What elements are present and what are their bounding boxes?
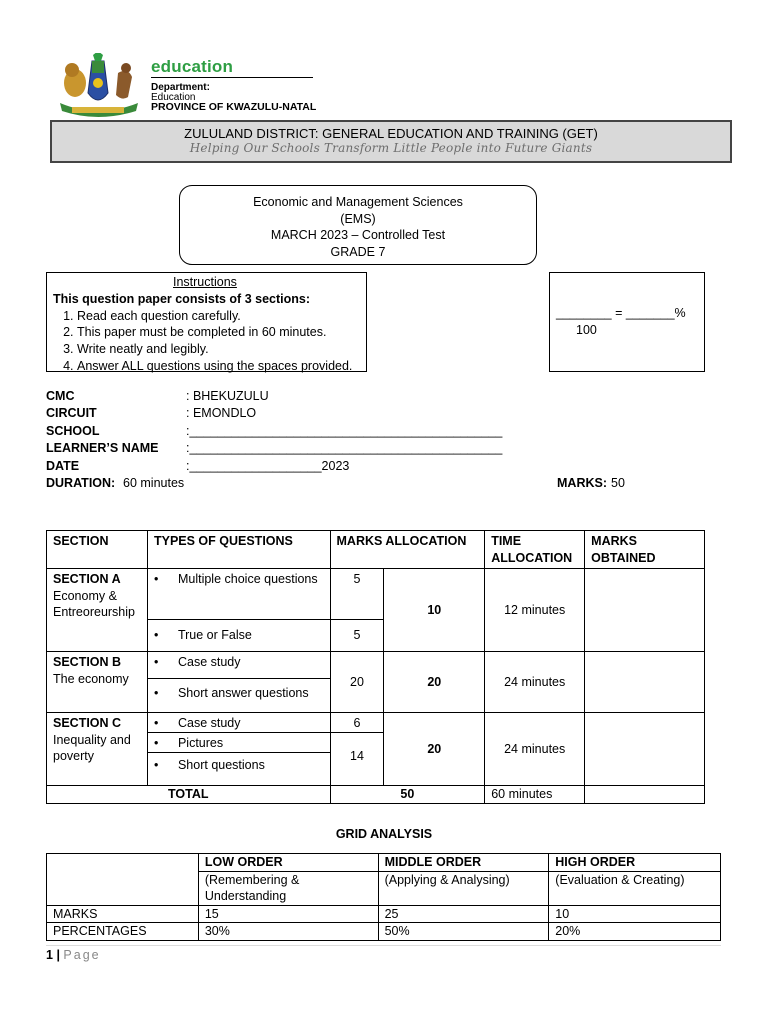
- logo-divider: [151, 77, 313, 78]
- test-period: MARCH 2023 – Controlled Test: [270, 228, 446, 242]
- footer-divider: [46, 945, 721, 946]
- section-c-time: 24 minutes: [485, 713, 585, 786]
- section-table: [46, 530, 705, 804]
- section-c-m1: 6: [331, 713, 384, 733]
- section-a-time: 12 minutes: [485, 569, 585, 652]
- grid-pct-label: PERCENTAGES: [47, 923, 199, 941]
- col-header-marks-allocation: MARKS ALLOCATION: [330, 531, 485, 569]
- grid-desc-middle: (Applying & Analysing): [378, 871, 549, 905]
- grid-pct-middle: 50%: [378, 923, 549, 941]
- school-label: SCHOOL: [46, 424, 100, 438]
- test-title-box: [179, 185, 537, 265]
- section-b-title: SECTION B: [53, 655, 122, 669]
- duration-value: 60 minutes: [123, 476, 185, 490]
- question-type: Case study: [177, 716, 241, 730]
- cmc-label: CMC: [46, 389, 75, 403]
- grid-pct-high: 20%: [549, 923, 721, 941]
- total-label: TOTAL: [47, 786, 331, 804]
- logo-wordmark: education: [151, 57, 234, 76]
- instructions-heading: Instructions: [173, 275, 237, 289]
- total-marks: 50: [330, 786, 485, 804]
- section-c-cell: [47, 713, 148, 786]
- marks-label: MARKS:: [557, 476, 607, 490]
- col-header-types: TYPES OF QUESTIONS: [147, 531, 330, 569]
- section-b-desc: The economy: [53, 671, 129, 686]
- section-a-q1: • Multiple choice questions: [147, 569, 330, 620]
- grid-marks-label: MARKS: [47, 905, 199, 923]
- grid-pct-low: 30%: [198, 923, 378, 941]
- department-name: Education: [151, 92, 196, 103]
- section-c-obtained[interactable]: [585, 713, 705, 786]
- score-blank: ________ = _______%: [556, 306, 686, 320]
- section-c-total: 20: [384, 713, 485, 786]
- instructions-list: [53, 308, 366, 375]
- grid-empty-cell: [47, 854, 199, 906]
- instruction-item: 4. Answer ALL questions using the spaces provided.: [77, 358, 366, 375]
- grid-percentages-row: [47, 923, 721, 941]
- section-b-time: 24 minutes: [485, 652, 585, 713]
- question-type: Short questions: [177, 758, 265, 772]
- total-obtained[interactable]: [585, 786, 705, 804]
- section-a-total: 10: [384, 569, 485, 652]
- question-type: Pictures: [177, 736, 224, 750]
- page-number: 1: [46, 948, 53, 962]
- section-b-questions: • Case study • Short answer questions: [147, 652, 330, 713]
- question-type: True or False: [177, 628, 252, 643]
- section-a-cell: [47, 569, 148, 652]
- grid-marks-low: 15: [198, 905, 378, 923]
- section-a-m1: 5: [330, 569, 384, 620]
- section-b-marks: 20: [330, 652, 384, 713]
- section-c-title: SECTION C: [53, 716, 122, 730]
- section-c-desc: Inequality and poverty: [53, 732, 131, 763]
- grid-marks-high: 10: [549, 905, 721, 923]
- section-a-title: SECTION A: [53, 572, 121, 586]
- circuit-label: CIRCUIT: [46, 406, 97, 420]
- section-a-obtained[interactable]: [585, 569, 705, 652]
- duration-label: DURATION:: [46, 476, 116, 490]
- department-label: Department:: [151, 82, 210, 93]
- question-type: Multiple choice questions: [177, 572, 318, 586]
- grid-marks-row: [47, 905, 721, 923]
- section-a-m2: 5: [330, 620, 384, 652]
- section-b-obtained[interactable]: [585, 652, 705, 713]
- total-time: 60 minutes: [485, 786, 585, 804]
- cmc-value: : BHEKUZULU: [186, 389, 269, 403]
- learner-name-field[interactable]: :_____________________________________________: [186, 441, 503, 455]
- table-row: [47, 569, 705, 620]
- table-row-total: [47, 786, 705, 804]
- date-field[interactable]: :___________________2023: [186, 459, 350, 473]
- section-a-q2: • True or False: [147, 620, 330, 652]
- grid-marks-middle: 25: [378, 905, 549, 923]
- section-b-total: 20: [384, 652, 485, 713]
- instructions-intro: This question paper consists of 3 sections:: [53, 291, 310, 306]
- subject-abbrev: (EMS): [340, 211, 376, 226]
- section-b-cell: [47, 652, 148, 713]
- school-field[interactable]: :_____________________________________________: [186, 424, 503, 438]
- instructions-box: [46, 272, 367, 372]
- grid-desc-low: (Remembering & Understanding: [198, 871, 378, 905]
- col-header-time-allocation: TIME ALLOCATION: [485, 531, 585, 569]
- subject-name: Economic and Management Sciences: [253, 195, 463, 209]
- table-row: [47, 652, 705, 713]
- grid-header-row: [47, 854, 721, 872]
- grid-analysis-table: [46, 853, 721, 941]
- date-label: DATE: [46, 459, 80, 473]
- banner-title: ZULULAND DISTRICT: GENERAL EDUCATION AND TRAINING (GET): [184, 126, 598, 141]
- kzn-coat-of-arms-logo: [52, 53, 144, 119]
- section-c-m2: 14: [350, 749, 364, 763]
- grade-label: GRADE 7: [330, 244, 386, 259]
- section-a-desc: Economy & Entreoreurship: [53, 588, 135, 619]
- grid-analysis-title: GRID ANALYSIS: [335, 827, 433, 841]
- table-row: [47, 713, 705, 786]
- score-box: [549, 272, 705, 372]
- grid-header-low: LOW ORDER: [198, 854, 378, 872]
- circuit-value: : EMONDLO: [186, 406, 257, 420]
- banner-motto: Helping Our Schools Transform Little People into Future Giants: [189, 141, 593, 155]
- instruction-item: 1. Read each question carefully.: [77, 308, 366, 325]
- learner-name-label: LEARNER’S NAME: [46, 441, 159, 455]
- page-separator: |: [56, 948, 60, 962]
- col-header-marks-obtained: MARKS OBTAINED: [585, 531, 705, 569]
- score-denominator: 100: [576, 323, 597, 337]
- grid-header-middle: MIDDLE ORDER: [378, 854, 549, 872]
- page-word: Page: [63, 948, 101, 962]
- marks-value: 50: [611, 476, 625, 490]
- grid-desc-high: (Evaluation & Creating): [549, 871, 721, 905]
- question-type: Case study: [177, 655, 241, 669]
- page-footer: [46, 948, 101, 962]
- col-header-section: SECTION: [47, 531, 148, 569]
- section-c-marks: [330, 713, 384, 786]
- instruction-item: 3. Write neatly and legibly.: [77, 341, 366, 358]
- question-type: Short answer questions: [177, 686, 309, 700]
- section-c-questions: • Case study • Pictures • Short questions: [147, 713, 330, 786]
- instruction-item: 2. This paper must be completed in 60 minutes.: [77, 324, 366, 341]
- section-table-header: [47, 531, 705, 569]
- district-banner: [50, 120, 732, 163]
- province-name: PROVINCE OF KWAZULU-NATAL: [151, 101, 317, 113]
- grid-header-high: HIGH ORDER: [549, 854, 721, 872]
